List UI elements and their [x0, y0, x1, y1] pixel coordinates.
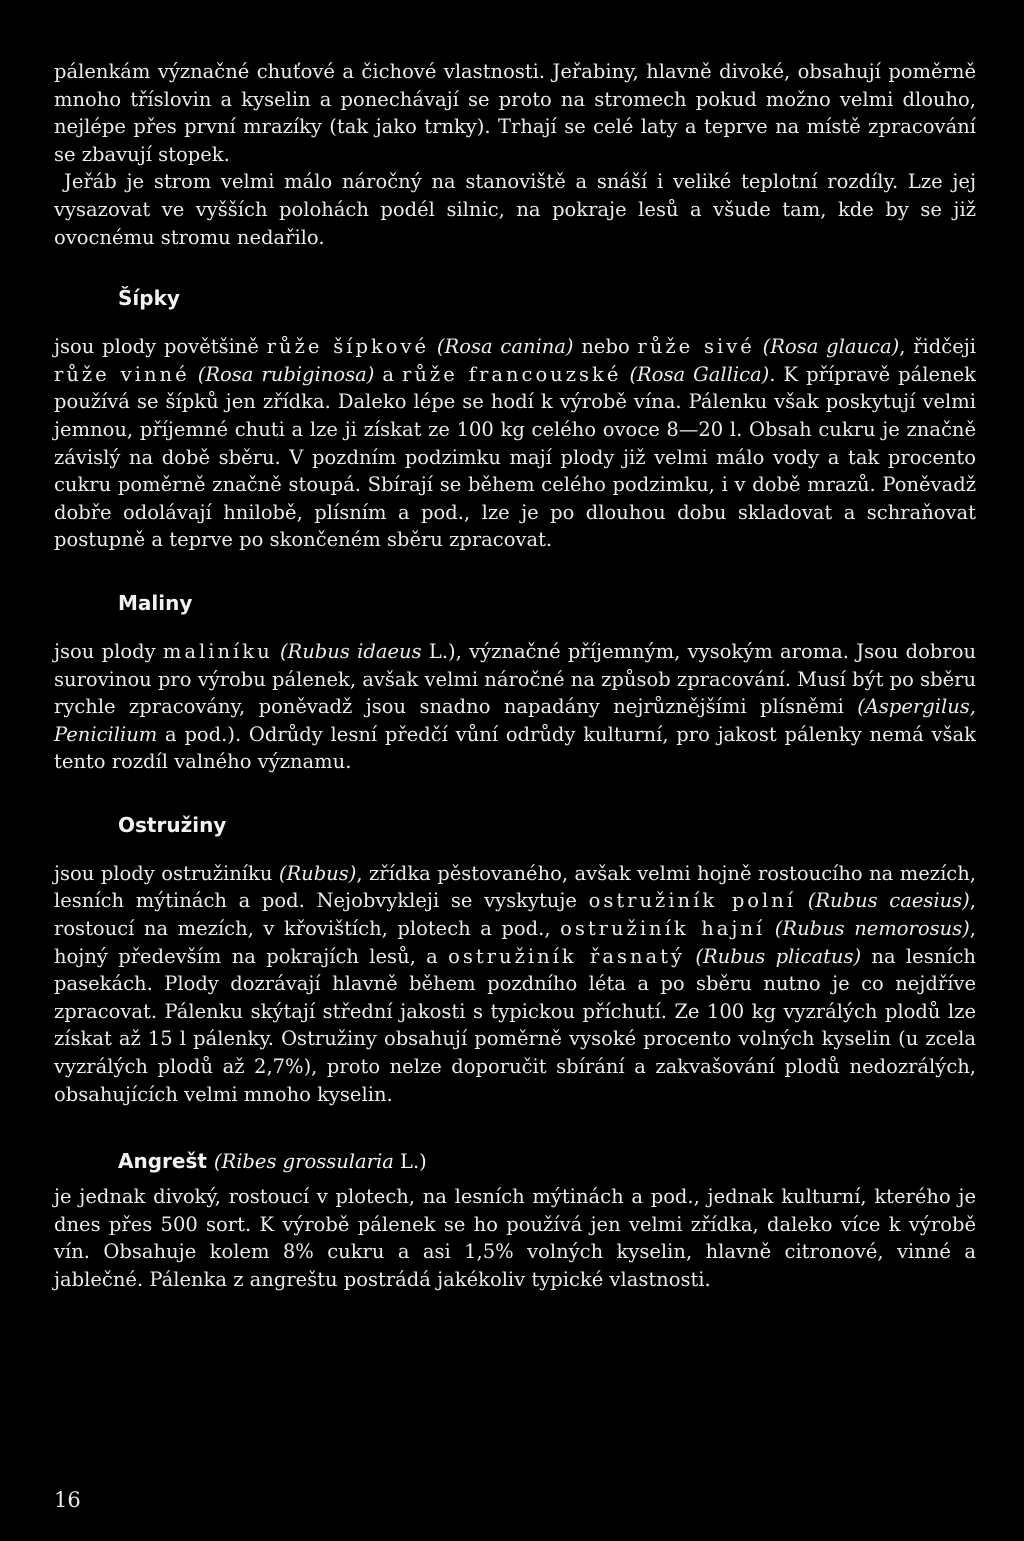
spaced-term: ostružiník polní	[588, 889, 797, 913]
heading-maliny: Maliny	[118, 590, 193, 615]
heading-angrest	[118, 1148, 976, 1175]
text-run: , řidčeji	[899, 335, 977, 359]
text-run: na lesních pasekách. Plody dozrávají hlavně během pozdního léta a po sběru nutno je co nejdříve zpracovat. Pálenku skýtají střední jakosti s typickou příchutí. Ze 100 kg vyzrálých plodů lze získat až 15 l pálenky. Ostružiny obsahují poměrně vysoké procento volných kyselin (u zcela vyzrálých plodů až 2,7%), proto nelze doporučit sbírání a zakvašování plodů nedozrálých, obsahujících velmi mnoho kyselin.	[54, 944, 976, 1106]
spaced-term: ostružiník řasnatý	[448, 944, 686, 968]
spaced-term: růže šípkové	[266, 335, 430, 359]
text-run: jsou plody povětšině	[54, 335, 267, 359]
spaced-term: růže vinné	[54, 362, 190, 386]
latin-name: (Aspergilus, Penicilium	[54, 695, 976, 746]
spaced-term: maliníku	[162, 639, 273, 663]
text-run	[273, 640, 280, 663]
latin-name: (Rosa rubiginosa)	[197, 362, 375, 386]
text-run: a	[374, 362, 403, 386]
text-run	[755, 335, 763, 358]
page-number: 16	[54, 1488, 81, 1512]
angrest-paragraph: je jednak divoký, rostoucí v plotech, na lesních mýtinách a pod., jednak kulturní, kterého je dnes přes 500 sort. K výrobě pálenek se ho používá jen velmi zřídka, daleko více k výrobě vín. Obsahuje kolem 8% cukru a asi 1,5% volných kyselin, hlavně citronové, vinné a jablečné. Pálenka z angreštu postrádá jakékoliv typické vlastnosti.	[54, 1185, 976, 1291]
text-run: jsou plody ostružiníku	[54, 861, 279, 885]
spaced-term: růže sivé	[637, 335, 755, 359]
text-run: , zřídka pěstovaného, avšak velmi hojně rostoucího na mezích, lesních mýtinách a pod. Nejobvykleji se vyskytuje	[54, 861, 976, 913]
latin-name: (Rubus idaeus	[279, 639, 422, 663]
text-run: . K přípravě pálenek používá se šípků jen zřídka. Daleko lépe se hodí k výrobě vína. Pálenku však poskytují velmi jemnou, příjemné chuti a lze ji získat ze 100 kg celého ovoce 8—20 l. Obsah cukru je značně závislý na době sběru. V pozdním podzimku mají plody již velmi málo vody a tak procento cukru poměrně značně stoupá. Sbírají se během celého podzimku, i v době mrazů. Poněvadž dobře odolávají hnilobě, plísním a pod., lze je po dlouhou dobu skladovat a schraňovat postupně a teprve po skončeném sběru zpracovat.	[54, 362, 976, 552]
text-run: jsou plody	[54, 639, 163, 663]
latin-name: (Rubus)	[278, 861, 357, 885]
text-run	[190, 363, 198, 386]
text-run	[765, 917, 775, 940]
text-run	[796, 889, 808, 912]
latin-name: (Rubus plicatus)	[695, 944, 862, 968]
intro-paragraph-1: pálenkám význačné chuťové a čichové vlastnosti. Jeřabiny, hlavně divoké, obsahují poměrně mnoho tříslovin a kyselin a ponechávají se proto na stromech pokud možno velmi dlouho, nejlépe přes první mrazíky (tak jako trnky). Trhají se celé laty a teprve na místě zpracování se zbavují stopek.	[54, 60, 976, 166]
text-run: a pod.). Odrůdy lesní předčí vůní odrůdy kulturní, pro jakost pálenky nemá však tento rozdíl valného významu.	[54, 722, 976, 774]
latin-name: (Rubus nemorosus)	[774, 917, 970, 941]
heading-angrest-suffix: L.)	[393, 1150, 427, 1174]
text-run: , rostoucí na mezích, v křovištích, plotech a pod.,	[54, 889, 976, 941]
sipky-paragraph	[54, 333, 976, 554]
text-run: , hojný především na pokrajích lesů, a	[54, 917, 976, 968]
text-run: L.), význačné příjemným, vysokým aroma. Jsou dobrou surovinou pro výrobu pálenek, avšak velmi náročné na způsob zpracování. Musí být po sběru rychle zpracovány, poněvadž jsou snadno napadány nejrůznějšími plísněmi	[54, 639, 977, 719]
intro-paragraph-2: Jeřáb je strom velmi málo náročný na stanoviště a snáší i veliké teplotní rozdíly. Lze jej vysazovat ve vyšších polohách podél silnic, na pokraje lesů a všude tam, kde by se již ovocnému stromu nedařilo.	[54, 170, 976, 249]
latin-name: (Ribes grossularia	[213, 1150, 394, 1174]
latin-name: (Rosa glauca)	[762, 335, 900, 359]
latin-name: (Rosa canina)	[436, 335, 574, 359]
text-run	[429, 335, 437, 358]
heading-sipky: Šípky	[118, 286, 180, 311]
ostruziny-paragraph	[54, 860, 976, 1108]
heading-ostruziny: Ostružiny	[118, 812, 227, 837]
text-run: nebo	[573, 335, 638, 359]
spaced-term: ostružiník hajní	[560, 917, 766, 941]
spaced-term: růže francouzské	[402, 362, 622, 386]
latin-name: (Rosa Gallica)	[629, 362, 770, 386]
latin-name: (Rubus caesius)	[807, 889, 970, 913]
text-run	[685, 945, 695, 968]
maliny-paragraph	[54, 638, 976, 776]
heading-angrest-label: Angrešt	[118, 1149, 207, 1174]
